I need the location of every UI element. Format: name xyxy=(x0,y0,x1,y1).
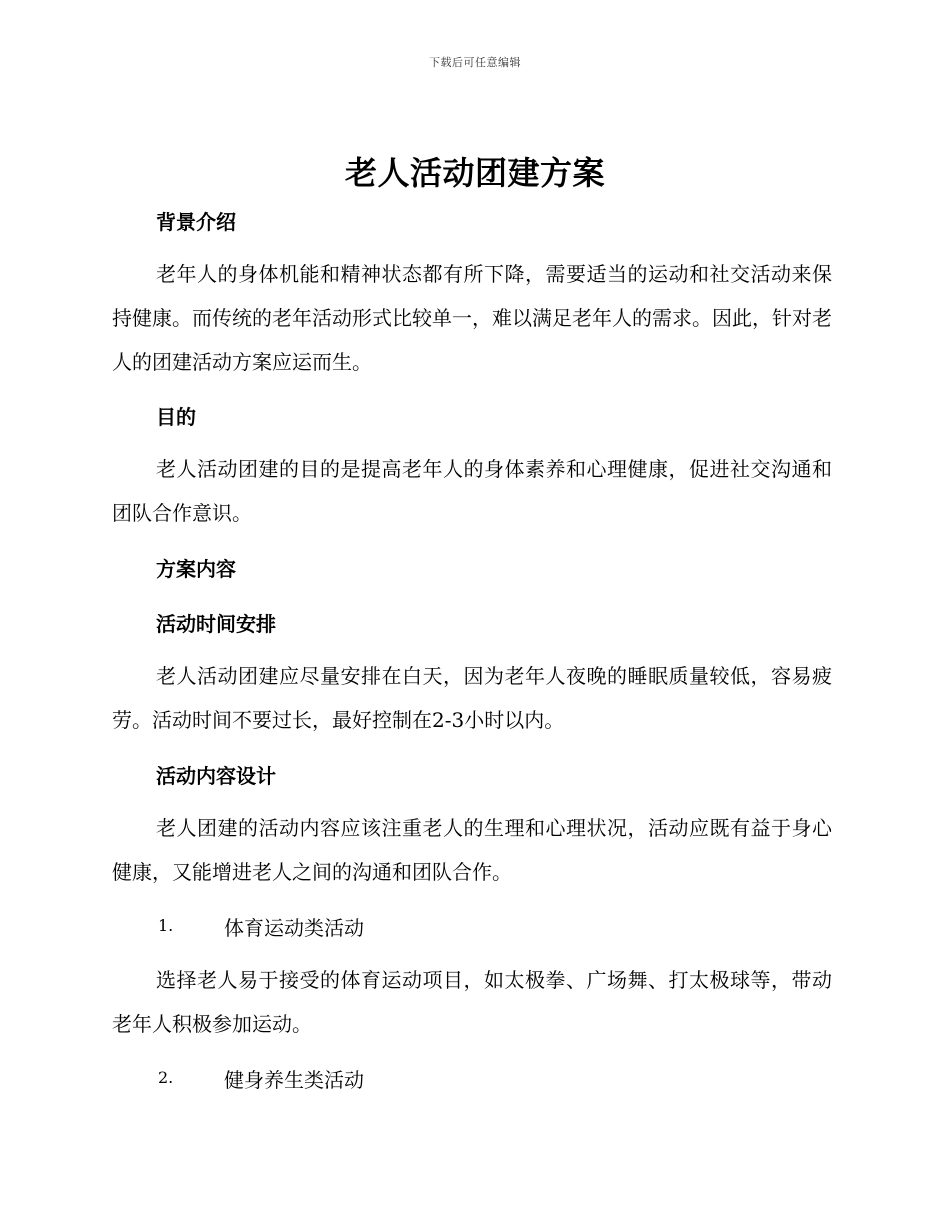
list-item-number: 2. xyxy=(158,1068,174,1087)
page-header-note: 下载后可任意编辑 xyxy=(429,56,521,69)
paragraph-purpose: 老人活动团建的目的是提高老年人的身体素养和心理健康，促进社交沟通和团队合作意识。 xyxy=(112,457,832,525)
paragraph-background: 老年人的身体机能和精神状态都有所下降，需要适当的运动和社交活动来保持健康。而传统的老年活动形式比较单一，难以满足老年人的需求。因此，针对老人的团建活动方案应运而生。 xyxy=(112,262,832,374)
paragraph-design: 老人团建的活动内容应该注重老人的生理和心理状况，活动应既有益于身心健康，又能增进老人之间的沟通和团队合作。 xyxy=(112,816,832,884)
list-item-title: 体育运动类活动 xyxy=(224,916,364,940)
paragraph-list-item-1: 选择老人易于接受的体育运动项目，如太极拳、广场舞、打太极球等，带动老年人积极参加运动。 xyxy=(112,968,832,1036)
list-item-number: 1. xyxy=(158,916,174,935)
section-heading-content: 方案内容 xyxy=(156,557,236,581)
section-heading-purpose: 目的 xyxy=(156,405,196,429)
document-title: 老人活动团建方案 xyxy=(344,154,605,192)
section-heading-schedule: 活动时间安排 xyxy=(156,612,276,636)
section-heading-background: 背景介绍 xyxy=(156,210,236,234)
paragraph-schedule: 老人活动团建应尽量安排在白天，因为老年人夜晚的睡眠质量较低，容易疲劳。活动时间不要过长，最好控制在2-3小时以内。 xyxy=(112,664,832,732)
list-item-title: 健身养生类活动 xyxy=(224,1068,364,1092)
section-heading-design: 活动内容设计 xyxy=(156,764,276,788)
